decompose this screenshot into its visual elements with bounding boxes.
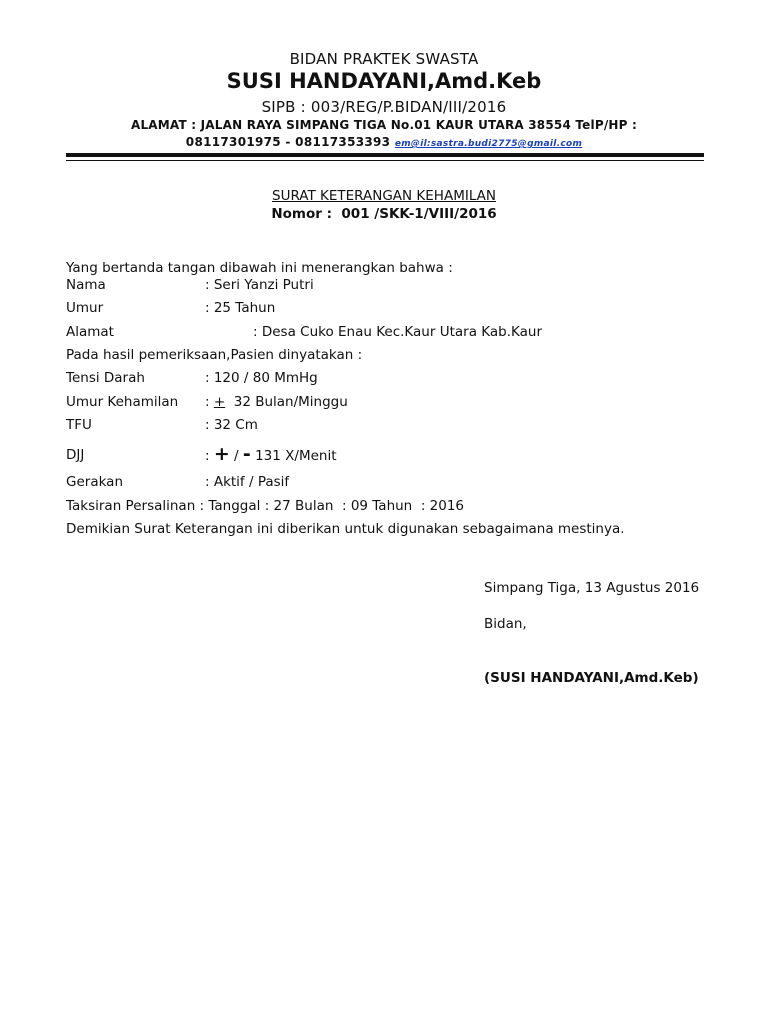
field-tfu-value: : 32 Cm <box>205 417 258 433</box>
clinic-type: BIDAN PRAKTEK SWASTA <box>289 50 479 68</box>
intro-text: Yang bertanda tangan dibawah ini menerangkan bahwa : <box>66 260 453 276</box>
signature-name: (SUSI HANDAYANI,Amd.Keb) <box>484 670 699 686</box>
field-gerakan-label: Gerakan <box>66 474 123 490</box>
field-umur-label: Umur <box>66 300 104 316</box>
field-umur-value: : 25 Tahun <box>205 300 276 316</box>
field-djj-value <box>205 443 337 465</box>
plus-sign: + <box>213 443 230 465</box>
signature-role: Bidan, <box>484 616 527 632</box>
field-nama-label: Nama <box>66 277 106 293</box>
field-tensi-label: Tensi Darah <box>66 370 145 386</box>
colon: : <box>205 448 214 464</box>
field-tfu-label: TFU <box>66 417 92 433</box>
field-djj-label: DJJ <box>66 447 85 463</box>
phone-numbers: 08117301975 - 08117353393 <box>185 135 391 149</box>
document-number: Nomor : 001 /SKK-1/VIII/2016 <box>271 206 497 222</box>
minus-sign: - <box>242 443 251 465</box>
field-nama-value: : Seri Yanzi Putri <box>205 277 314 293</box>
header-divider-thin <box>66 160 704 161</box>
signature-place-date: Simpang Tiga, 13 Agustus 2016 <box>484 580 700 596</box>
clinic-address: ALAMAT : JALAN RAYA SIMPANG TIGA No.01 KAUR UTARA 38554 TelP/HP : <box>130 118 638 132</box>
document-title <box>0 188 768 204</box>
heart-rate: 131 X/Menit <box>250 448 337 464</box>
plus-minus-sign: + <box>213 394 226 410</box>
email-link[interactable]: em@il:sastra.budi2775@gmail.com <box>394 139 583 149</box>
field-tensi-value: : 120 / 80 MmHg <box>205 370 318 386</box>
gestational-age: 32 Bulan/Minggu <box>225 394 348 410</box>
exam-intro-text: Pada hasil pemeriksaan,Pasien dinyatakan : <box>66 347 363 363</box>
closing-text: Demikian Surat Keterangan ini diberikan untuk digunakan sebagaimana mestinya. <box>66 521 625 537</box>
contact-line <box>0 135 768 149</box>
field-umur-kehamilan-label: Umur Kehamilan <box>66 394 179 410</box>
license-number: SIPB : 003/REG/P.BIDAN/III/2016 <box>261 98 507 116</box>
field-alamat-label: Alamat <box>66 324 114 340</box>
header-divider-thick <box>66 153 704 157</box>
field-umur-kehamilan-value <box>205 394 348 410</box>
midwife-name: SUSI HANDAYANI,Amd.Keb <box>226 69 542 93</box>
document-title-text: SURAT KETERANGAN KEHAMILAN <box>272 188 496 204</box>
slash: / <box>229 448 243 464</box>
colon: : <box>205 394 214 410</box>
field-alamat-value: : Desa Cuko Enau Kec.Kaur Utara Kab.Kaur <box>253 324 543 340</box>
estimated-delivery: Taksiran Persalinan : Tanggal : 27 Bulan : 09 Tahun : 2016 <box>66 498 465 514</box>
field-gerakan-value: : Aktif / Pasif <box>205 474 290 490</box>
